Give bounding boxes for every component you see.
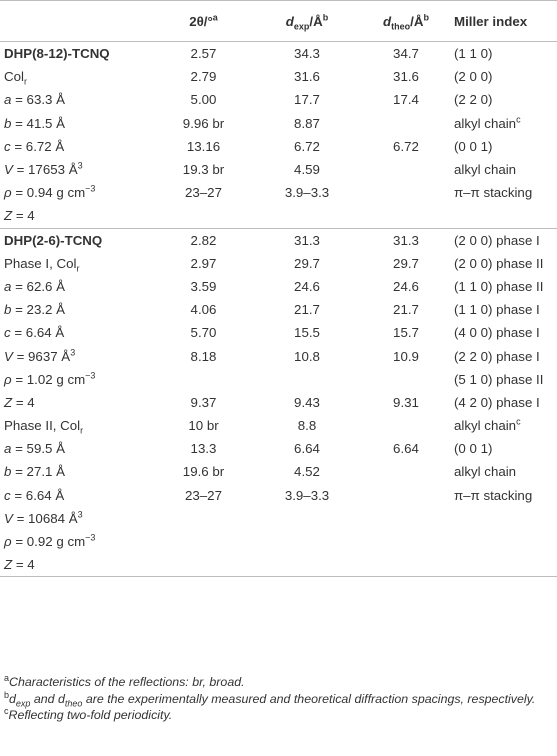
table-row [0,321,557,344]
header-d-exp-footnote-mark: b [322,12,329,23]
miller-index-footnote-mark: c [516,416,521,427]
two-theta-cell: 5.70 [190,325,217,341]
parameter-text: b = 23.2 Å [4,302,66,318]
table-row [0,414,557,437]
two-theta-cell: 19.3 br [182,162,225,178]
table-row [0,275,557,298]
footnote-b-text-3: are the experimentally measured and theoretical diffraction spacings, respectively. [82,691,536,706]
d-theo-cell: 15.7 [393,325,419,341]
parameter-text: Phase I, Col [4,255,77,271]
d-exp-cell: 31.6 [294,69,320,85]
d-theo-cell [362,204,450,228]
miller-index-cell [450,275,557,298]
parameter-cell [0,88,155,111]
parameter-cell [0,484,155,507]
header-d-theo-unit: /Å [410,13,424,29]
d-theo-cell [362,112,450,135]
parameter-cell [0,158,155,181]
parameter-cell [0,530,155,553]
d-exp-cell: 24.6 [294,278,320,294]
table-row [0,391,557,414]
d-exp-cell: 3.9–3.3 [284,185,330,201]
header-d-theo [362,1,450,42]
miller-index-cell [450,252,557,275]
table-row [0,437,557,460]
two-theta-cell: 13.16 [186,138,221,154]
miller-index-cell [450,391,557,414]
two-theta-cell: 8.18 [190,348,217,364]
header-d-exp-subscript: exp [293,21,310,32]
parameter-cell [0,321,155,344]
parameter-cell [0,344,155,367]
parameter-text: b = 27.1 Å [4,464,66,480]
miller-index-cell [450,181,557,204]
two-theta-cell [155,368,252,391]
miller-index-text: alkyl chain [454,162,517,178]
d-exp-cell: 15.5 [294,325,320,341]
parameter-text: Phase II, Col [4,418,81,434]
d-exp-cell: 8.8 [297,418,317,434]
d-theo-cell: 34.7 [393,46,419,62]
d-theo-cell [362,181,450,204]
d-theo-cell: 24.6 [393,278,419,294]
d-exp-cell: 9.43 [294,394,320,410]
two-theta-cell: 9.96 br [182,115,225,131]
two-theta-cell [155,507,252,530]
miller-index-text: (1 1 0) [454,46,493,62]
parameter-superscript: −3 [85,370,96,381]
parameter-subscript: r [76,263,80,274]
table-row [0,204,557,228]
miller-index-text: alkyl chain [454,418,517,434]
table-row [0,181,557,204]
table-row [0,158,557,181]
miller-index-cell [450,437,557,460]
table-row [0,530,557,553]
miller-index-cell [450,112,557,135]
table-row [0,368,557,391]
miller-index-cell [450,344,557,367]
d-exp-cell [252,507,362,530]
footnotes [4,674,553,724]
header-miller-index: Miller index [450,1,557,42]
two-theta-cell [155,530,252,553]
miller-index-text: alkyl chain [454,115,517,131]
parameter-cell [0,298,155,321]
parameter-superscript: 3 [77,509,83,520]
two-theta-cell: 2.82 [155,228,252,252]
d-exp-cell: 8.87 [294,115,320,131]
header-d-theo-symbol: d [383,13,392,29]
miller-index-text: (4 2 0) phase I [454,394,540,410]
parameter-cell [0,460,155,483]
miller-index-cell [450,507,557,530]
two-theta-cell: 3.59 [190,278,217,294]
table-row [0,135,557,158]
two-theta-cell: 4.06 [190,302,217,318]
footnote-c-mark: c [4,705,9,716]
parameter-subscript: r [80,425,84,436]
two-theta-cell: 10 br [188,418,219,434]
d-theo-cell: 17.4 [393,92,419,108]
miller-index-text: (2 0 0) phase I [454,232,540,248]
table-row [0,344,557,367]
parameter-text: ρ = 0.92 g cm [4,534,86,550]
section-header-row [0,42,557,66]
footnote-c-text: Reflecting two-fold periodicity. [8,708,173,722]
parameter-cell [0,414,155,437]
footnote-b-sub-2: theo [64,697,83,708]
d-exp-cell: 17.7 [294,92,320,108]
table-row [0,112,557,135]
table-row [0,88,557,111]
parameter-cell [0,65,155,88]
footnote-b [4,691,553,708]
parameter-text: ρ = 0.94 g cm [4,185,86,201]
table-row [0,553,557,577]
miller-index-cell [450,42,557,66]
two-theta-cell: 23–27 [185,487,222,503]
d-theo-cell: 9.31 [393,394,419,410]
header-two-theta-footnote-mark: a [212,12,218,23]
d-theo-cell: 31.3 [362,228,450,252]
header-sample [0,1,155,42]
two-theta-cell: 2.97 [190,255,217,271]
parameter-superscript: 3 [70,347,76,358]
d-theo-cell [362,553,450,577]
d-theo-cell [362,368,450,391]
miller-index-cell [450,553,557,577]
miller-index-text: (2 2 0) [454,92,493,108]
table-row [0,252,557,275]
parameter-text: V = 9637 Å [4,348,71,364]
d-theo-cell: 6.72 [393,138,419,154]
parameter-cell [0,252,155,275]
miller-index-cell [450,530,557,553]
parameter-cell [0,204,155,228]
parameter-subscript: r [23,76,27,87]
miller-index-text: (1 1 0) phase II [454,278,544,294]
parameter-text: Z = 4 [4,557,35,573]
footnote-c [4,707,553,724]
parameter-text: Z = 4 [4,394,35,410]
d-theo-cell: 31.6 [393,69,419,85]
miller-index-cell [450,298,557,321]
d-exp-cell [252,204,362,228]
two-theta-cell: 23–27 [185,185,222,201]
miller-index-cell [450,321,557,344]
table-row [0,65,557,88]
parameter-text: Col [4,69,24,85]
miller-index-cell [450,135,557,158]
parameter-cell [0,112,155,135]
parameter-text: c = 6.64 Å [4,487,65,503]
d-theo-cell: 10.9 [393,348,419,364]
miller-index-cell [450,65,557,88]
d-theo-cell: 21.7 [393,302,419,318]
parameter-text: a = 62.6 Å [4,278,66,294]
d-exp-cell [252,368,362,391]
d-theo-cell [362,414,450,437]
table-body [0,42,557,577]
d-theo-cell: 29.7 [393,255,419,271]
two-theta-cell: 2.79 [190,69,217,85]
parameter-cell [0,391,155,414]
parameter-cell [0,437,155,460]
section-title [0,228,155,252]
table-row [0,298,557,321]
header-d-exp-unit: /Å [309,13,323,29]
miller-index-cell [450,368,557,391]
d-exp-cell: 34.3 [294,46,320,62]
d-exp-cell: 10.8 [294,348,320,364]
parameter-text: b = 41.5 Å [4,115,66,131]
parameter-text: a = 63.3 Å [4,92,66,108]
miller-index-cell [450,484,557,507]
miller-index-text: (1 1 0) phase I [454,302,540,318]
parameter-superscript: 3 [77,160,83,171]
parameter-cell [0,135,155,158]
miller-index-text: (2 2 0) phase I [454,348,540,364]
miller-index-cell [450,228,557,252]
section-header-row [0,228,557,252]
miller-index-text: (2 0 0) [454,69,493,85]
header-d-theo-footnote-mark: b [423,12,429,23]
two-theta-cell: 5.00 [190,92,217,108]
header-d-theo-subscript: theo [391,21,411,32]
miller-index-cell [450,414,557,437]
miller-index-text: alkyl chain [454,464,517,480]
parameter-text: Z = 4 [4,208,35,224]
d-exp-cell [252,553,362,577]
parameter-text: DHP(8-12)-TCNQ [4,46,110,62]
d-exp-cell: 4.59 [294,162,320,178]
footnote-a [4,674,553,691]
header-d-exp [252,1,362,42]
two-theta-cell: 13.3 [190,441,217,457]
miller-index-text: (2 0 0) phase II [454,255,544,271]
table-header [0,1,557,42]
footnote-a-text: Characteristics of the reflections: br, broad. [9,675,245,689]
miller-index-text: π–π stacking [454,487,533,503]
two-theta-cell [155,204,252,228]
miller-index-text: (5 1 0) phase II [454,371,544,387]
footnote-b-text-1: d [9,691,16,706]
header-two-theta-text: 2θ/° [189,13,213,29]
table-row [0,484,557,507]
miller-index-text: π–π stacking [454,185,533,201]
d-theo-cell [362,158,450,181]
miller-index-text: (0 0 1) [454,138,493,154]
parameter-text: V = 10684 Å [4,510,78,526]
d-exp-cell: 6.72 [294,138,320,154]
parameter-cell [0,507,155,530]
header-row [0,1,557,42]
table-row [0,460,557,483]
d-exp-cell: 6.64 [294,441,320,457]
parameter-text: DHP(2-6)-TCNQ [4,232,103,248]
miller-index-cell [450,204,557,228]
parameter-superscript: −3 [85,183,96,194]
d-theo-cell [362,484,450,507]
footnote-b-text-2: and d [30,691,65,706]
header-two-theta [155,1,252,42]
footnote-b-sub-1: exp [15,697,31,708]
d-exp-cell [252,530,362,553]
d-exp-cell: 3.9–3.3 [284,487,330,503]
section-title [0,42,155,66]
d-theo-cell: 6.64 [393,441,419,457]
miller-index-text: (0 0 1) [454,441,493,457]
header-d-exp-symbol: d [285,13,294,29]
parameter-superscript: −3 [85,532,96,543]
parameter-text: c = 6.64 Å [4,325,65,341]
parameter-cell [0,181,155,204]
d-exp-cell: 4.52 [294,464,320,480]
parameter-text: c = 6.72 Å [4,138,65,154]
parameter-text: ρ = 1.02 g cm [4,371,86,387]
parameter-cell [0,368,155,391]
two-theta-cell: 9.37 [190,394,217,410]
d-theo-cell [362,507,450,530]
parameter-text: a = 59.5 Å [4,441,66,457]
parameter-cell [0,275,155,298]
d-exp-cell: 31.3 [252,228,362,252]
d-exp-cell: 29.7 [294,255,320,271]
miller-index-cell [450,88,557,111]
footnote-a-mark: a [4,672,10,683]
footnote-b-mark: b [4,689,10,700]
two-theta-cell: 19.6 br [182,464,225,480]
table-row [0,507,557,530]
d-theo-cell [362,530,450,553]
parameter-cell [0,553,155,577]
miller-index-cell [450,158,557,181]
miller-index-cell [450,460,557,483]
d-exp-cell: 21.7 [294,302,320,318]
miller-index-text: (4 0 0) phase I [454,325,540,341]
miller-index-footnote-mark: c [516,114,521,125]
d-theo-cell [362,460,450,483]
two-theta-cell [155,553,252,577]
two-theta-cell: 2.57 [190,46,217,62]
parameter-text: V = 17653 Å [4,162,78,178]
